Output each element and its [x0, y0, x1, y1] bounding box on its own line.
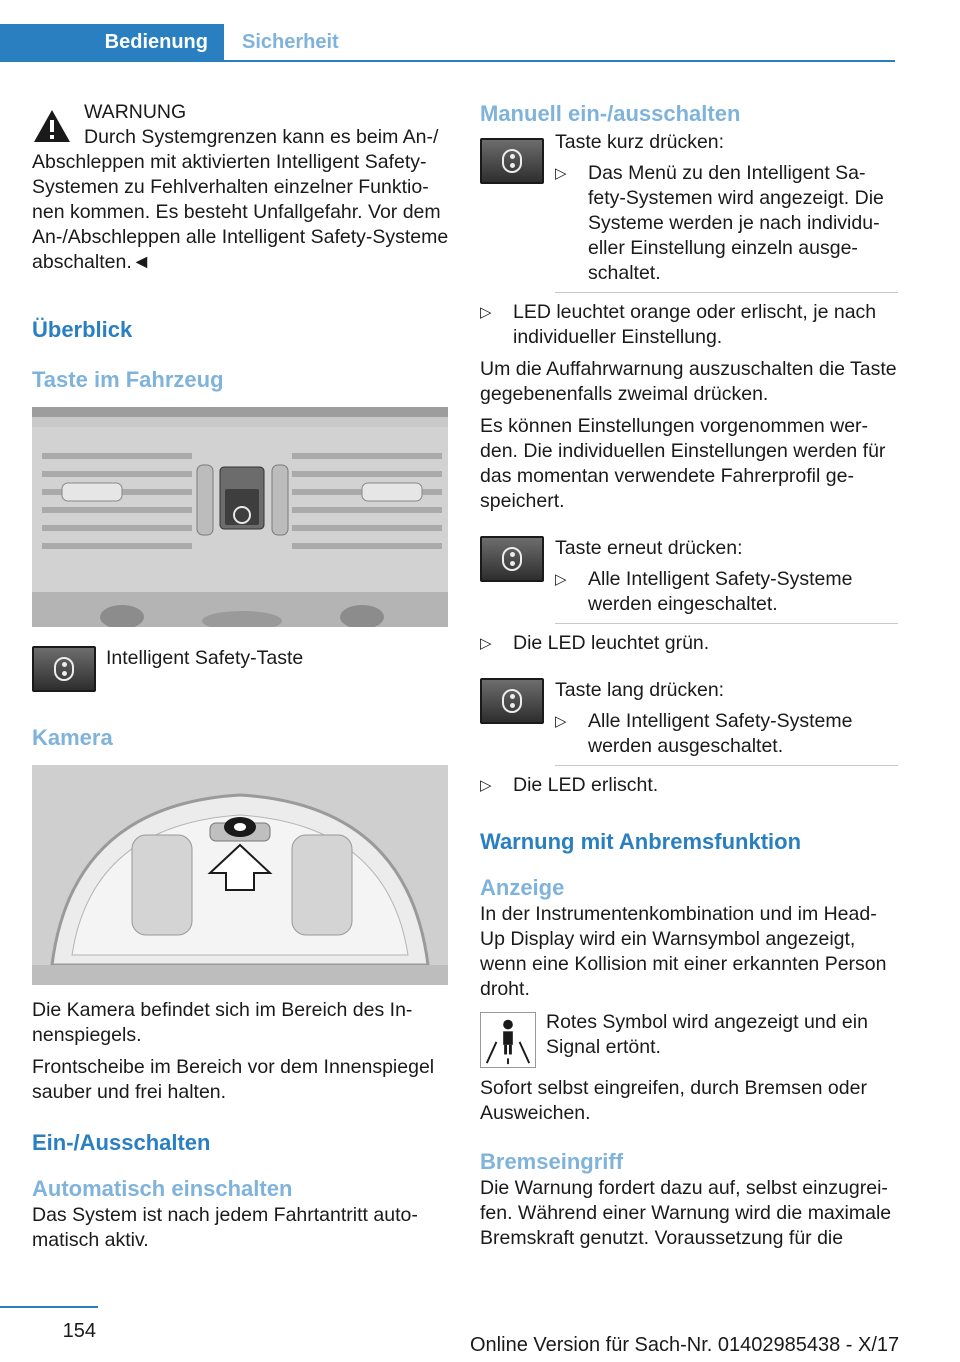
list-item-text: Alle Intelligent Safety-Systeme werden ausgeschaltet.: [588, 710, 853, 757]
kurz-list: [555, 161, 898, 293]
erneut-label: Taste erneut drücken:: [555, 537, 743, 559]
erneut-list: [555, 567, 898, 624]
kamera-paragraph-2: Frontscheibe im Bereich vor dem Innenspiegel sauber und frei halten.: [32, 1056, 435, 1103]
right-column: [480, 100, 898, 1258]
left-column: [32, 100, 450, 1260]
erneut-list-2: [480, 631, 898, 656]
key-legend: [32, 646, 450, 696]
page-number: 154: [62, 1320, 96, 1342]
heading-taste-im-fahrzeug: Taste im Fahrzeug: [32, 367, 224, 392]
lang-list: [555, 709, 898, 766]
heading-kamera: Kamera: [32, 725, 113, 750]
heading-ein-ausschalten: Ein-/Ausschalten: [32, 1130, 211, 1155]
kamera-paragraph-1: Die Kamera befindet sich im Bereich des In-nenspiegels.: [32, 999, 413, 1046]
warning-block: [32, 100, 450, 292]
kurz-block: [480, 130, 898, 293]
list-item: [480, 773, 898, 798]
triangle-bullet-icon: ▷: [555, 571, 567, 588]
triangle-bullet-icon: ▷: [480, 635, 492, 652]
triangle-bullet-icon: ▷: [480, 304, 492, 321]
lang-list-2: [480, 773, 898, 798]
symbol-block: [480, 1010, 898, 1068]
einstellungen-paragraph: Es können Einstellungen vorgenommen wer-den. Die individuellen Einstellungen werden für das momentan verwendete Fahrerprofil ge-speichert.: [480, 415, 886, 512]
dashboard-vents-image: [32, 407, 448, 627]
lang-block: [480, 678, 898, 766]
key-label: Intelligent Safety-Taste: [106, 647, 304, 669]
intelligent-safety-key-icon: [32, 646, 96, 692]
list-item: [480, 300, 898, 350]
triangle-bullet-icon: ▷: [555, 165, 567, 182]
intelligent-safety-key-icon: [480, 678, 544, 724]
list-item-text: Die LED leuchtet grün.: [513, 632, 710, 654]
triangle-bullet-icon: ▷: [555, 713, 567, 730]
warning-text-first: Durch Systemgrenzen kann es beim An-/: [84, 126, 439, 148]
tab-sicherheit[interactable]: Sicherheit: [242, 31, 339, 53]
list-item: [555, 161, 898, 293]
warning-text-rest: Abschleppen mit aktivierten Intelligent Safety-Systemen zu Fehlverhalten einzelner Funktio-nen kommen. Es besteht Unfallgefahr. Vor dem An-/Abschleppen alle Intelligent Safety-Systeme abschalten.◄: [32, 151, 449, 273]
intelligent-safety-key-icon: [480, 536, 544, 582]
bremseingriff-paragraph: Die Warnung fordert dazu auf, selbst einzugrei-fen. Während einer Warnung wird die maximale Bremskraft genutzt. Voraussetzung für die: [480, 1177, 892, 1249]
list-item-text: LED leuchtet orange oder erlischt, je nach individueller Einstellung.: [513, 301, 877, 348]
camera-windshield-image: [32, 765, 448, 985]
list-item-text: Die LED erlischt.: [513, 774, 659, 796]
kurz-label: Taste kurz drücken:: [555, 131, 725, 153]
footer-rule: [0, 1306, 98, 1308]
erneut-block: [480, 536, 898, 624]
anzeige-paragraph: In der Instrumentenkombination und im Head-Up Display wird ein Warnsymbol angezeigt, wenn eine Kollision mit einer erkannten Person droht.: [480, 903, 887, 1000]
list-item: [480, 631, 898, 656]
auffahr-paragraph: Um die Auffahrwarnung auszuschalten die Taste gegebenenfalls zweimal drücken.: [480, 358, 897, 405]
heading-warnung-anbremsfunktion: Warnung mit Anbremsfunktion: [480, 829, 802, 854]
tab-bedienung[interactable]: Bedienung: [0, 24, 224, 60]
list-item: [555, 567, 898, 624]
intelligent-safety-key-icon: [480, 138, 544, 184]
kurz-list-2: [480, 300, 898, 350]
heading-bremseingriff: Bremseingriff: [480, 1149, 624, 1174]
heading-anzeige: Anzeige: [480, 875, 565, 900]
sofort-paragraph: Sofort selbst eingreifen, durch Bremsen oder Ausweichen.: [480, 1077, 867, 1124]
warning-icon: [32, 108, 72, 144]
heading-ueberblick: Überblick: [32, 317, 133, 342]
list-item-text: Alle Intelligent Safety-Systeme werden eingeschaltet.: [588, 568, 853, 615]
list-item-text: Das Menü zu den Intelligent Sa-fety-Systemen wird angezeigt. Die Systeme werden je nach individu-eller Einstellung einzeln ausge-schaltet.: [588, 162, 884, 284]
pedestrian-warning-icon: [480, 1012, 536, 1068]
symbol-paragraph: Rotes Symbol wird angezeigt und ein Signal ertönt.: [546, 1011, 868, 1058]
lang-label: Taste lang drücken:: [555, 679, 725, 701]
heading-automatisch-einschalten: Automatisch einschalten: [32, 1176, 293, 1201]
header-tabs: [0, 24, 895, 62]
list-item: [555, 709, 898, 766]
warning-title: WARNUNG: [84, 101, 187, 123]
online-version-text: Online Version für Sach-Nr. 01402985438 - X/17: [470, 1334, 900, 1356]
automatisch-paragraph: Das System ist nach jedem Fahrtantritt auto-matisch aktiv.: [32, 1204, 418, 1251]
triangle-bullet-icon: ▷: [480, 777, 492, 794]
heading-manuell: Manuell ein-/ausschalten: [480, 101, 741, 126]
